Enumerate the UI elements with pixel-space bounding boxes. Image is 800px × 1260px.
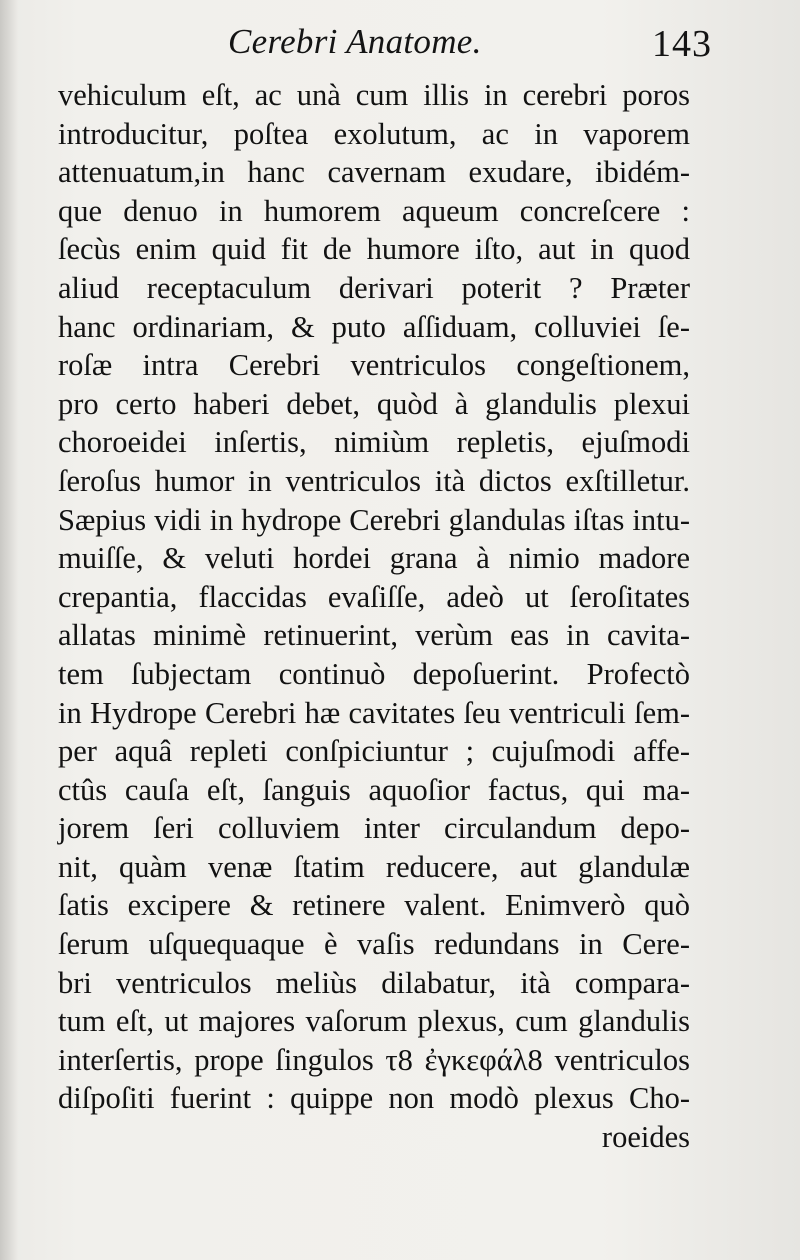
text-line: per aquâ repleti conſpiciuntur ; cujuſmodi affe- <box>58 734 690 769</box>
text-line: nit, quàm venæ ſtatim reducere, aut glandulæ <box>58 849 690 884</box>
catchword: roeides <box>601 1120 690 1155</box>
text-line: introducitur, poſtea exolutum, ac in vaporem <box>58 116 690 151</box>
text-line: crepantia, flaccidas evaſiſſe, adeò ut ſeroſitates <box>58 579 690 614</box>
text-line: ctûs cauſa eſt, ſanguis aquoſior factus, qui ma- <box>58 772 690 807</box>
text-line: pro certo haberi debet, quòd à glandulis plexui <box>58 386 690 421</box>
text-line: bri ventriculos meliùs dilabatur, ità compara- <box>58 965 690 1000</box>
text-line: interſertis, prope ſingulos τ8 ἐγκεφάλ8 ventriculos <box>58 1042 690 1077</box>
text-line: ſecùs enim quid fit de humore iſto, aut in quod <box>58 232 690 267</box>
text-line: jorem ſeri colluviem inter circulandum depo- <box>58 811 690 846</box>
text-line: tem ſubjectam continuò depoſuerint. Profectò <box>58 656 690 691</box>
text-line: vehiculum eſt, ac unà cum illis in cerebri poros <box>58 78 690 112</box>
text-line: choroeidei inſertis, nimiùm repletis, ejuſmodi <box>58 425 690 460</box>
running-title: Cerebri Anatome. <box>228 22 482 61</box>
text-line: ſerum uſquequaque è vaſis redundans in Cere- <box>58 927 690 962</box>
body-text <box>58 76 690 1157</box>
text-line: in Hydrope Cerebri hæ cavitates ſeu ventriculi ſem- <box>58 695 690 730</box>
gutter-shadow <box>0 0 18 1260</box>
text-line: tum eſt, ut majores vaſorum plexus, cum glandulis <box>58 1004 690 1039</box>
text-line: roſæ intra Cerebri ventriculos congeſtionem, <box>58 348 690 383</box>
text-line: attenuatum,in hanc cavernam exudare, ibidém- <box>58 155 690 190</box>
text-line: aliud receptaculum derivari poterit ? Præter <box>58 270 690 305</box>
text-line: que denuo in humorem aqueum concreſcere : <box>58 193 690 228</box>
text-line: muiſſe, & veluti hordei grana à nimio madore <box>58 541 690 576</box>
text-line: hanc ordinariam, & puto aſſiduam, colluviei ſe- <box>58 309 690 344</box>
page-number: 143 <box>652 23 712 65</box>
text-line: ſeroſus humor in ventriculos ità dictos exſtilletur. <box>58 463 690 498</box>
text-line: Sæpius vidi in hydrope Cerebri glandulas iſtas intu- <box>58 502 690 537</box>
text-line: diſpoſiti fuerint : quippe non modò plexus Cho- <box>58 1081 690 1116</box>
text-line: ſatis excipere & retinere valent. Enimverò quò <box>58 888 690 923</box>
text-line: allatas minimè retinuerint, verùm eas in cavita- <box>58 618 690 653</box>
